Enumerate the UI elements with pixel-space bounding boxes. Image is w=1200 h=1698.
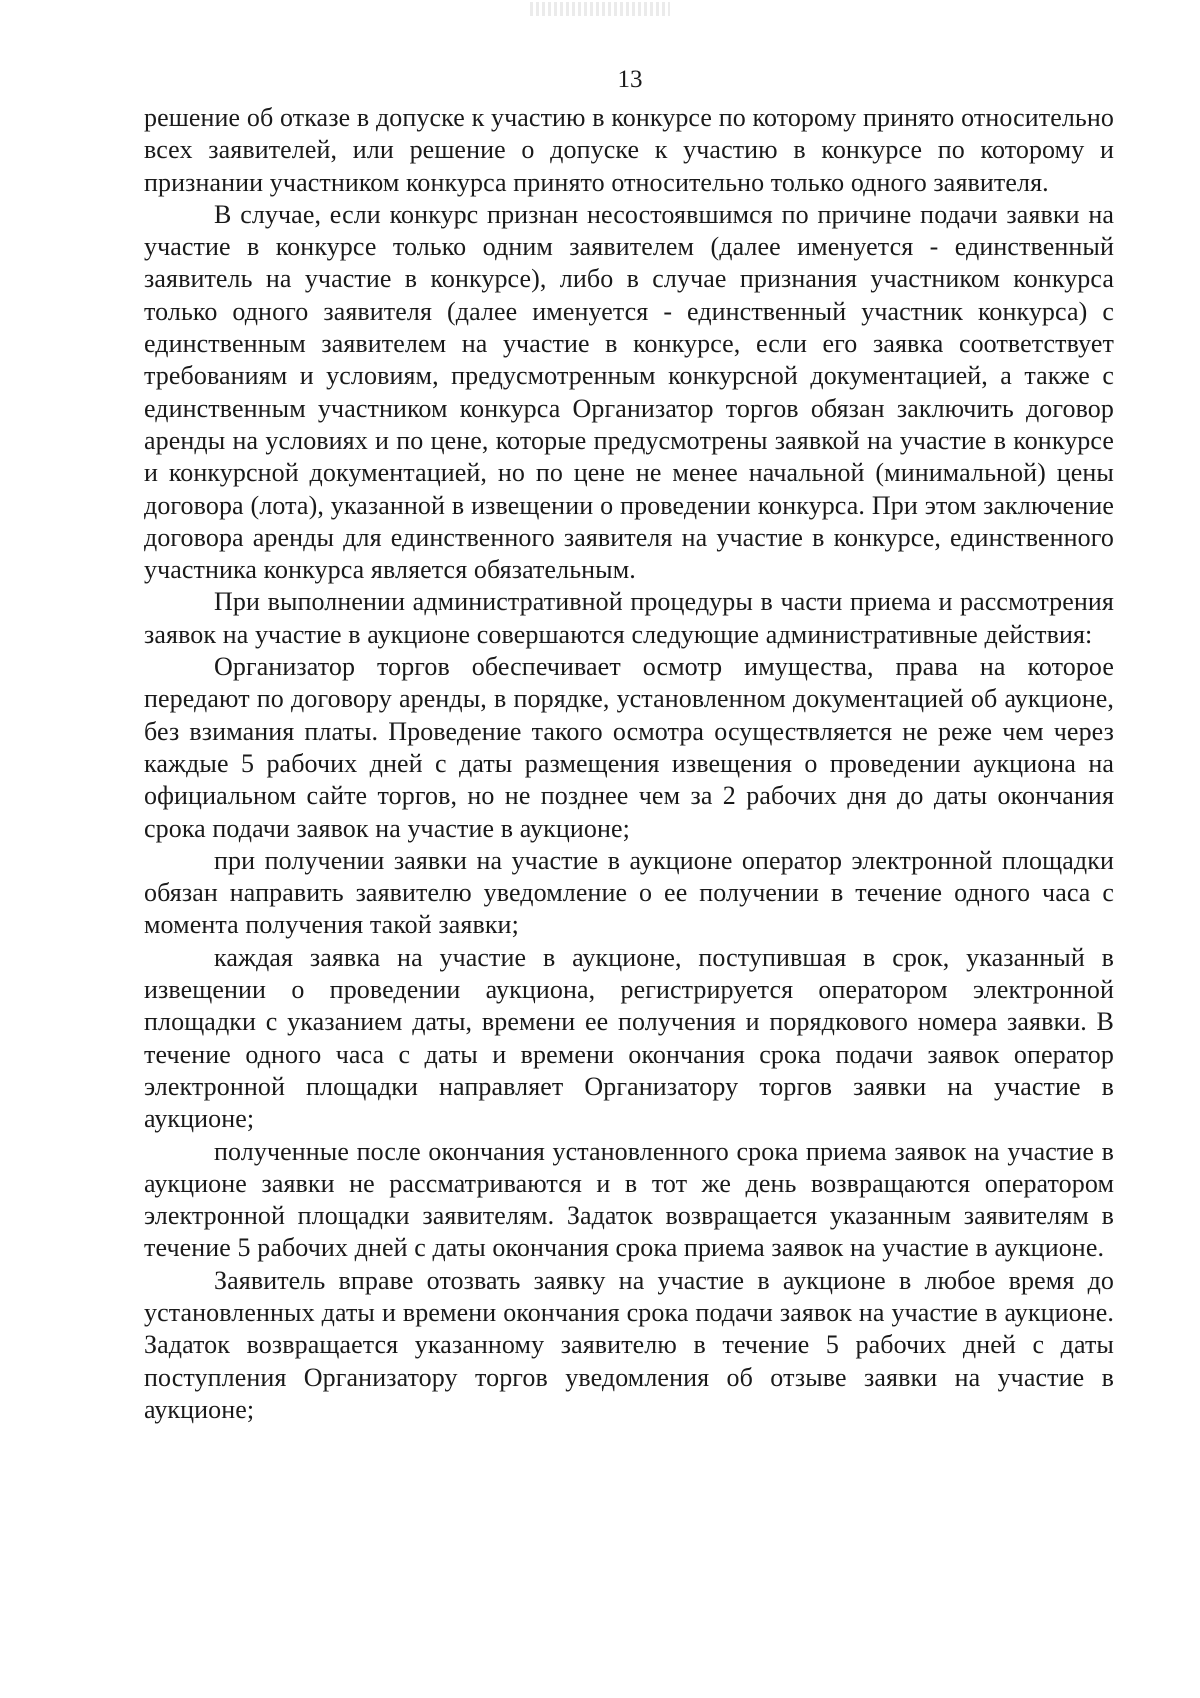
document-body — [144, 102, 1114, 1426]
paragraph: каждая заявка на участие в аукционе, поступившая в срок, указанный в извещении о проведении аукциона, регистрируется оператором электронной площадки с указанием даты, времени ее получения и порядкового номера заявки. В течение одного часа с даты и времени окончания срока подачи заявок оператор электронной площадки направляет Организатору торгов заявки на участие в аукционе; — [144, 942, 1114, 1134]
paragraph: полученные после окончания установленного срока приема заявок на участие в аукционе заявки не рассматриваются и в тот же день возвращаются оператором электронной площадки заявителям. Задаток возвращается указанным заявителям в течение 5 рабочих дней с даты окончания срока приема заявок на участие в аукционе. — [144, 1136, 1114, 1263]
scan-artifact — [530, 2, 670, 16]
paragraph: При выполнении административной процедуры в части приема и рассмотрения заявок на участие в аукционе совершаются следующие административные действия: — [144, 587, 1114, 649]
paragraph: при получении заявки на участие в аукционе оператор электронной площадки обязан направить заявителю уведомление о ее получении в течение одного часа с момента получения такой заявки; — [144, 845, 1114, 940]
paragraph: Организатор торгов обеспечивает осмотр имущества, права на которое передают по договору аренды, в порядке, установленном документацией об аукционе, без взимания платы. Проведение такого осмотра осуществляется не реже чем через каждые 5 рабочих дней с даты размещения извещения о проведении аукциона на официальном сайте торгов, но не позднее чем за 2 рабочих дня до даты окончания срока подачи заявок на участие в аукционе; — [144, 652, 1114, 843]
paragraph: Заявитель вправе отозвать заявку на участие в аукционе в любое время до установленных даты и времени окончания срока подачи заявок на участие в аукционе. Задаток возвращается указанному заявителю в течение 5 рабочих дней с даты поступления Организатору торгов уведомления об отзыве заявки на участие в аукционе; — [144, 1265, 1114, 1424]
paragraph-continuation: решение об отказе в допуске к участию в конкурсе по которому принято относительно всех заявителей, или решение о допуске к участию в конкурсе по которому и признании участником конкурса принято относительно только одного заявителя. — [144, 103, 1114, 197]
paragraph: В случае, если конкурс признан несостоявшимся по причине подачи заявки на участие в конкурсе только одним заявителем (далее именуется - единственный заявитель на участие в конкурсе), либо в случае признания участником конкурса только одного заявителя (далее именуется - единственный участник конкурса) с единственным заявителем на участие в конкурсе, если его заявка соответствует требованиям и условиям, предусмотренным конкурсной документацией, а также с единственным участником конкурса Организатор торгов обязан заключить договор аренды на условиях и по цене, которые предусмотрены заявкой на участие в конкурсе и конкурсной документацией, но по цене не менее начальной (минимальной) цены договора (лота), указанной в извещении о проведении конкурса. При этом заключение договора аренды для единственного заявителя на участие в конкурсе, единственного участника конкурса является обязательным. — [144, 199, 1114, 585]
page-number: 13 — [617, 66, 643, 93]
